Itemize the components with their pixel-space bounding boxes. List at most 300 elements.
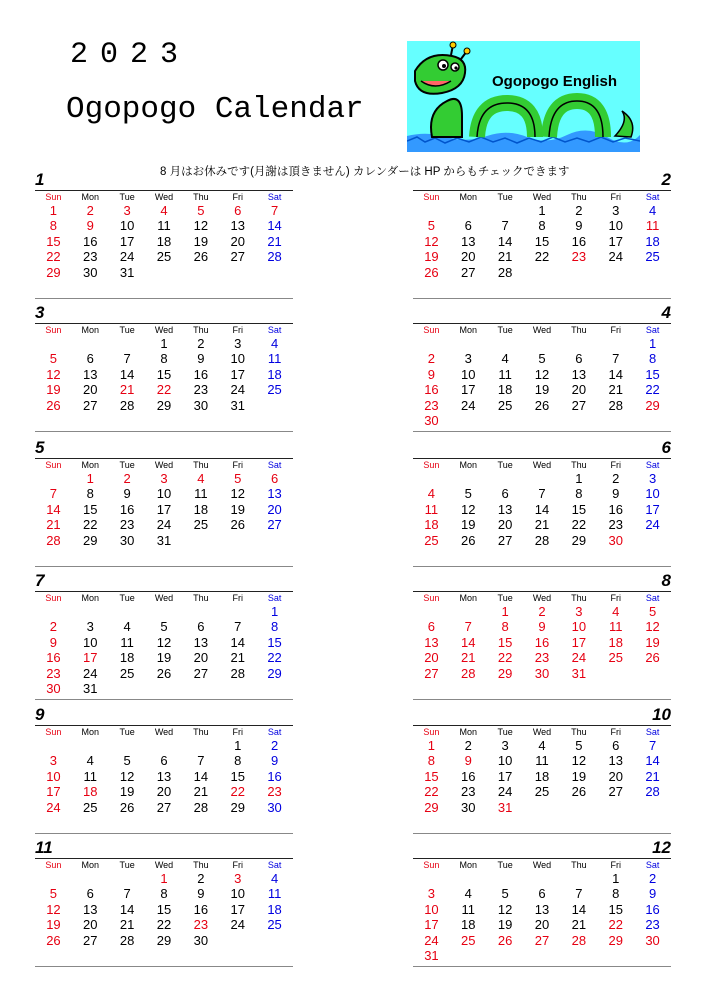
- month-grid: [413, 859, 671, 963]
- day-cell: 18: [267, 901, 282, 917]
- day-cell: 26: [230, 517, 245, 533]
- day-cell: 5: [427, 218, 436, 234]
- day-cell: 27: [267, 517, 282, 533]
- day-cell: 20: [267, 501, 282, 517]
- day-cell: 11: [267, 351, 282, 367]
- day-cell: 31: [83, 680, 98, 696]
- empty-cell: [35, 871, 72, 886]
- day-cell: 16: [267, 768, 282, 784]
- day-cell: 7: [123, 351, 131, 367]
- day-cell: 15: [424, 768, 439, 784]
- weekday-header: Sun: [45, 727, 62, 737]
- weekday-header: Thu: [571, 192, 587, 202]
- empty-cell: [413, 871, 450, 886]
- day-cell: 15: [230, 768, 245, 784]
- ogopogo-logo: [407, 41, 640, 152]
- empty-cell: [524, 336, 561, 351]
- day-cell: 24: [571, 650, 587, 666]
- day-cell: 29: [156, 932, 172, 948]
- empty-cell: [182, 604, 219, 619]
- month-grid: [413, 592, 671, 681]
- day-cell: 12: [46, 366, 61, 382]
- day-cell: 16: [424, 382, 439, 398]
- day-cell: 28: [46, 532, 61, 548]
- day-cell: 3: [427, 886, 436, 902]
- weekday-header: Fri: [610, 860, 621, 870]
- day-cell: 19: [645, 634, 660, 650]
- weekday-header: Wed: [154, 325, 174, 335]
- day-cell: 8: [427, 753, 436, 769]
- day-cell: 29: [156, 397, 172, 413]
- month-grid: [35, 859, 293, 948]
- empty-cell: [487, 336, 524, 351]
- day-cell: 23: [46, 665, 61, 681]
- day-cell: 15: [497, 634, 513, 650]
- weekday-header: Tue: [119, 593, 135, 603]
- day-cell: 18: [424, 517, 439, 533]
- day-cell: 4: [648, 203, 657, 218]
- weekday-header: Fri: [610, 593, 621, 603]
- day-cell: 27: [83, 397, 98, 413]
- weekday-header: Tue: [119, 860, 135, 870]
- day-cell: 27: [193, 665, 209, 681]
- weekday-header: Sun: [423, 593, 440, 603]
- day-cell: 30: [46, 680, 61, 696]
- day-cell: 10: [119, 218, 135, 234]
- day-cell: 27: [424, 665, 439, 681]
- empty-cell: [413, 604, 450, 619]
- day-cell: 4: [612, 604, 620, 619]
- day-cell: 12: [571, 753, 587, 769]
- day-cell: 28: [267, 249, 282, 265]
- day-cell: 27: [571, 397, 587, 413]
- day-cell: 21: [119, 917, 135, 933]
- day-cell: 26: [534, 397, 550, 413]
- month-number: 8: [661, 571, 671, 590]
- day-cell: 11: [83, 768, 98, 784]
- day-cell: 19: [497, 917, 513, 933]
- empty-cell: [597, 336, 634, 351]
- weekday-header: Sat: [267, 460, 282, 470]
- day-cell: 21: [46, 517, 61, 533]
- day-cell: 5: [501, 886, 509, 902]
- day-cell: 11: [424, 501, 439, 517]
- weekday-header: Sat: [645, 325, 660, 335]
- day-cell: 31: [119, 264, 135, 280]
- weekday-header: Mon: [81, 325, 100, 335]
- day-cell: 20: [424, 650, 439, 666]
- day-cell: 23: [534, 650, 550, 666]
- day-cell: 3: [648, 471, 657, 486]
- day-cell: 10: [230, 351, 245, 367]
- day-cell: 4: [197, 471, 205, 486]
- weekday-header: Sun: [423, 727, 440, 737]
- day-cell: 20: [534, 917, 550, 933]
- day-cell: 23: [193, 382, 209, 398]
- day-cell: 5: [49, 886, 58, 902]
- day-cell: 27: [230, 249, 245, 265]
- day-cell: 24: [497, 784, 513, 800]
- month-grid: [35, 324, 293, 413]
- day-cell: 10: [497, 753, 513, 769]
- day-cell: 28: [645, 784, 660, 800]
- empty-cell: [450, 871, 487, 886]
- day-cell: 19: [193, 233, 209, 249]
- day-cell: 17: [46, 784, 61, 800]
- day-cell: 6: [234, 203, 242, 218]
- day-cell: 9: [575, 218, 583, 234]
- day-cell: 3: [86, 619, 94, 635]
- weekday-header: Wed: [532, 460, 552, 470]
- month-number: 5: [35, 438, 45, 457]
- day-cell: 21: [497, 249, 513, 265]
- day-cell: 18: [83, 784, 98, 800]
- day-cell: 10: [230, 886, 245, 902]
- day-cell: 5: [197, 203, 205, 218]
- day-cell: 7: [234, 619, 242, 635]
- day-cell: 4: [270, 871, 279, 886]
- day-cell: 21: [461, 650, 476, 666]
- day-cell: 7: [612, 351, 620, 367]
- month-bottom-rule: [413, 431, 671, 432]
- day-cell: 10: [645, 486, 660, 502]
- day-cell: 24: [83, 665, 98, 681]
- day-cell: 19: [571, 768, 587, 784]
- empty-cell: [487, 871, 524, 886]
- weekday-header: Fri: [610, 727, 621, 737]
- month-block: [35, 440, 293, 548]
- month-number: 9: [35, 705, 45, 724]
- day-cell: 2: [538, 604, 546, 619]
- day-cell: 10: [571, 619, 587, 635]
- day-cell: 11: [498, 366, 512, 382]
- day-cell: 15: [267, 634, 282, 650]
- month-bottom-rule: [413, 566, 671, 567]
- weekday-header: Wed: [532, 593, 552, 603]
- empty-cell: [109, 738, 146, 753]
- day-cell: 21: [193, 784, 209, 800]
- day-cell: 23: [193, 917, 209, 933]
- day-cell: 5: [49, 351, 58, 367]
- weekday-header: Tue: [497, 192, 513, 202]
- month-block: [413, 305, 671, 428]
- day-cell: 3: [612, 203, 620, 218]
- weekday-header: Wed: [532, 192, 552, 202]
- day-cell: 5: [648, 604, 657, 619]
- day-cell: 28: [461, 665, 476, 681]
- day-cell: 10: [83, 634, 98, 650]
- day-cell: 1: [234, 738, 242, 753]
- weekday-header: Mon: [81, 727, 100, 737]
- month-block: [413, 172, 671, 280]
- day-cell: 13: [534, 901, 550, 917]
- day-cell: 6: [501, 486, 509, 502]
- weekday-header: Mon: [459, 860, 478, 870]
- weekday-header: Wed: [154, 192, 174, 202]
- day-cell: 26: [424, 264, 439, 280]
- day-cell: 6: [427, 619, 436, 635]
- day-cell: 11: [120, 634, 134, 650]
- day-cell: 30: [608, 532, 623, 548]
- day-cell: 3: [49, 753, 58, 769]
- day-cell: 27: [534, 932, 550, 948]
- day-cell: 15: [608, 901, 623, 917]
- day-cell: 31: [571, 665, 587, 681]
- weekday-header: Thu: [571, 325, 587, 335]
- day-cell: 24: [645, 517, 660, 533]
- day-cell: 24: [461, 397, 476, 413]
- day-cell: 19: [46, 917, 61, 933]
- weekday-header: Fri: [232, 860, 243, 870]
- day-cell: 25: [267, 382, 282, 398]
- weekday-header: Thu: [193, 727, 209, 737]
- day-cell: 9: [427, 366, 436, 382]
- weekday-header: Sat: [645, 593, 660, 603]
- day-cell: 14: [119, 366, 135, 382]
- day-cell: 30: [267, 799, 282, 815]
- day-cell: 12: [230, 486, 245, 502]
- day-cell: 21: [267, 233, 282, 249]
- weekday-header: Sun: [45, 192, 62, 202]
- day-cell: 2: [427, 351, 436, 367]
- day-cell: 22: [534, 249, 550, 265]
- weekday-header: Tue: [119, 460, 135, 470]
- day-cell: 11: [645, 218, 660, 234]
- day-cell: 23: [83, 249, 98, 265]
- day-cell: 14: [119, 901, 135, 917]
- day-cell: 1: [538, 203, 546, 218]
- empty-cell: [450, 336, 487, 351]
- empty-cell: [219, 604, 256, 619]
- day-cell: 26: [645, 650, 660, 666]
- day-cell: 9: [612, 486, 620, 502]
- weekday-header: Tue: [497, 860, 513, 870]
- day-cell: 29: [83, 532, 98, 548]
- day-cell: 2: [648, 871, 657, 886]
- day-cell: 30: [645, 932, 660, 948]
- day-cell: 11: [267, 886, 282, 902]
- day-cell: 25: [461, 932, 476, 948]
- day-cell: 10: [461, 366, 476, 382]
- month-number: 7: [35, 571, 45, 590]
- month-number: 3: [35, 303, 45, 322]
- day-cell: 5: [123, 753, 131, 769]
- day-cell: 21: [534, 517, 550, 533]
- month-bottom-rule: [35, 431, 293, 432]
- day-cell: 24: [119, 249, 135, 265]
- day-cell: 4: [270, 336, 279, 351]
- day-cell: 11: [608, 619, 623, 635]
- day-cell: 21: [608, 382, 623, 398]
- day-cell: 18: [193, 501, 209, 517]
- weekday-header: Mon: [459, 192, 478, 202]
- day-cell: 7: [501, 218, 509, 234]
- day-cell: 22: [608, 917, 623, 933]
- weekday-header: Fri: [610, 192, 621, 202]
- day-cell: 19: [230, 501, 245, 517]
- weekday-header: Thu: [571, 860, 587, 870]
- day-cell: 7: [270, 203, 279, 218]
- day-cell: 13: [608, 753, 623, 769]
- day-cell: 15: [156, 366, 172, 382]
- day-cell: 20: [83, 917, 98, 933]
- weekday-header: Sun: [423, 192, 440, 202]
- day-cell: 13: [83, 901, 98, 917]
- day-cell: 1: [648, 336, 657, 351]
- calendar-title: Ogopogo Calendar: [66, 92, 364, 127]
- month-bottom-rule: [35, 833, 293, 834]
- month-number: 6: [661, 438, 671, 457]
- month-block: [35, 305, 293, 413]
- empty-cell: [524, 871, 561, 886]
- day-cell: 20: [608, 768, 623, 784]
- empty-cell: [182, 738, 219, 753]
- day-cell: 2: [49, 619, 58, 635]
- day-cell: 9: [49, 634, 58, 650]
- day-cell: 16: [83, 233, 98, 249]
- day-cell: 8: [575, 486, 583, 502]
- day-cell: 24: [230, 382, 245, 398]
- day-cell: 17: [571, 634, 587, 650]
- day-cell: 20: [230, 233, 245, 249]
- day-cell: 9: [197, 886, 205, 902]
- day-cell: 8: [49, 218, 58, 234]
- day-cell: 29: [267, 665, 282, 681]
- weekday-header: Fri: [610, 325, 621, 335]
- empty-cell: [72, 604, 109, 619]
- weekday-header: Sat: [645, 192, 660, 202]
- day-cell: 3: [464, 351, 472, 367]
- day-cell: 24: [230, 917, 245, 933]
- day-cell: 2: [575, 203, 583, 218]
- day-cell: 19: [46, 382, 61, 398]
- day-cell: 27: [461, 264, 476, 280]
- day-cell: 16: [193, 366, 209, 382]
- empty-cell: [35, 738, 72, 753]
- day-cell: 4: [427, 486, 436, 502]
- month-block: [413, 440, 671, 548]
- weekday-header: Thu: [193, 192, 209, 202]
- weekday-header: Tue: [119, 325, 135, 335]
- day-cell: 5: [575, 738, 583, 753]
- weekday-header: Fri: [232, 325, 243, 335]
- empty-cell: [109, 336, 146, 351]
- month-grid: [35, 191, 293, 280]
- day-cell: 9: [538, 619, 546, 635]
- day-cell: 1: [86, 471, 94, 486]
- day-cell: 9: [197, 351, 205, 367]
- weekday-header: Tue: [497, 727, 513, 737]
- day-cell: 12: [156, 634, 172, 650]
- weekday-header: Sat: [267, 727, 282, 737]
- day-cell: 25: [534, 784, 550, 800]
- empty-cell: [450, 604, 487, 619]
- day-cell: 2: [197, 871, 205, 886]
- day-cell: 13: [193, 634, 209, 650]
- day-cell: 10: [424, 901, 439, 917]
- day-cell: 23: [267, 784, 282, 800]
- day-cell: 22: [424, 784, 439, 800]
- day-cell: 12: [497, 901, 513, 917]
- day-cell: 6: [86, 351, 94, 367]
- weekday-header: Fri: [232, 192, 243, 202]
- weekday-header: Fri: [232, 460, 243, 470]
- weekday-header: Tue: [497, 460, 513, 470]
- day-cell: 28: [534, 532, 550, 548]
- month-bottom-rule: [413, 966, 671, 967]
- day-cell: 17: [424, 917, 439, 933]
- day-cell: 28: [230, 665, 245, 681]
- day-cell: 17: [497, 768, 513, 784]
- day-cell: 1: [501, 604, 509, 619]
- day-cell: 5: [464, 486, 472, 502]
- month-grid: [413, 324, 671, 428]
- month-number: 12: [652, 838, 671, 857]
- day-cell: 22: [156, 382, 172, 398]
- day-cell: 17: [83, 650, 98, 666]
- day-cell: 14: [230, 634, 245, 650]
- empty-cell: [35, 336, 72, 351]
- day-cell: 12: [645, 619, 660, 635]
- empty-cell: [413, 336, 450, 351]
- day-cell: 30: [119, 532, 135, 548]
- day-cell: 25: [608, 650, 623, 666]
- weekday-header: Sun: [45, 860, 62, 870]
- month-number: 11: [35, 838, 53, 857]
- weekday-header: Sat: [645, 860, 660, 870]
- day-cell: 12: [119, 768, 135, 784]
- day-cell: 18: [119, 650, 135, 666]
- day-cell: 14: [46, 501, 61, 517]
- day-cell: 6: [160, 753, 168, 769]
- weekday-header: Mon: [81, 593, 100, 603]
- empty-cell: [72, 336, 109, 351]
- day-cell: 9: [123, 486, 131, 502]
- empty-cell: [146, 604, 183, 619]
- day-cell: 12: [424, 233, 439, 249]
- day-cell: 20: [571, 382, 587, 398]
- month-bottom-rule: [413, 699, 671, 700]
- weekday-header: Sun: [45, 325, 62, 335]
- day-cell: 29: [230, 799, 245, 815]
- month-block: [35, 172, 293, 280]
- day-cell: 1: [575, 471, 583, 486]
- day-cell: 8: [648, 351, 657, 367]
- day-cell: 23: [119, 517, 135, 533]
- day-cell: 20: [193, 650, 209, 666]
- day-cell: 8: [160, 886, 168, 902]
- day-cell: 10: [46, 768, 61, 784]
- weekday-header: Mon: [459, 460, 478, 470]
- day-cell: 24: [46, 799, 61, 815]
- day-cell: 27: [83, 932, 98, 948]
- day-cell: 16: [461, 768, 476, 784]
- day-cell: 28: [193, 799, 209, 815]
- day-cell: 28: [608, 397, 623, 413]
- day-cell: 26: [156, 665, 172, 681]
- day-cell: 1: [160, 336, 168, 351]
- weekday-header: Wed: [154, 727, 174, 737]
- day-cell: 7: [648, 738, 657, 753]
- day-cell: 6: [575, 351, 583, 367]
- weekday-header: Mon: [81, 192, 100, 202]
- weekday-header: Sat: [267, 860, 282, 870]
- day-cell: 16: [193, 901, 209, 917]
- logo-text: Ogopogo English: [492, 73, 617, 90]
- day-cell: 21: [645, 768, 660, 784]
- day-cell: 18: [608, 634, 623, 650]
- day-cell: 6: [612, 738, 620, 753]
